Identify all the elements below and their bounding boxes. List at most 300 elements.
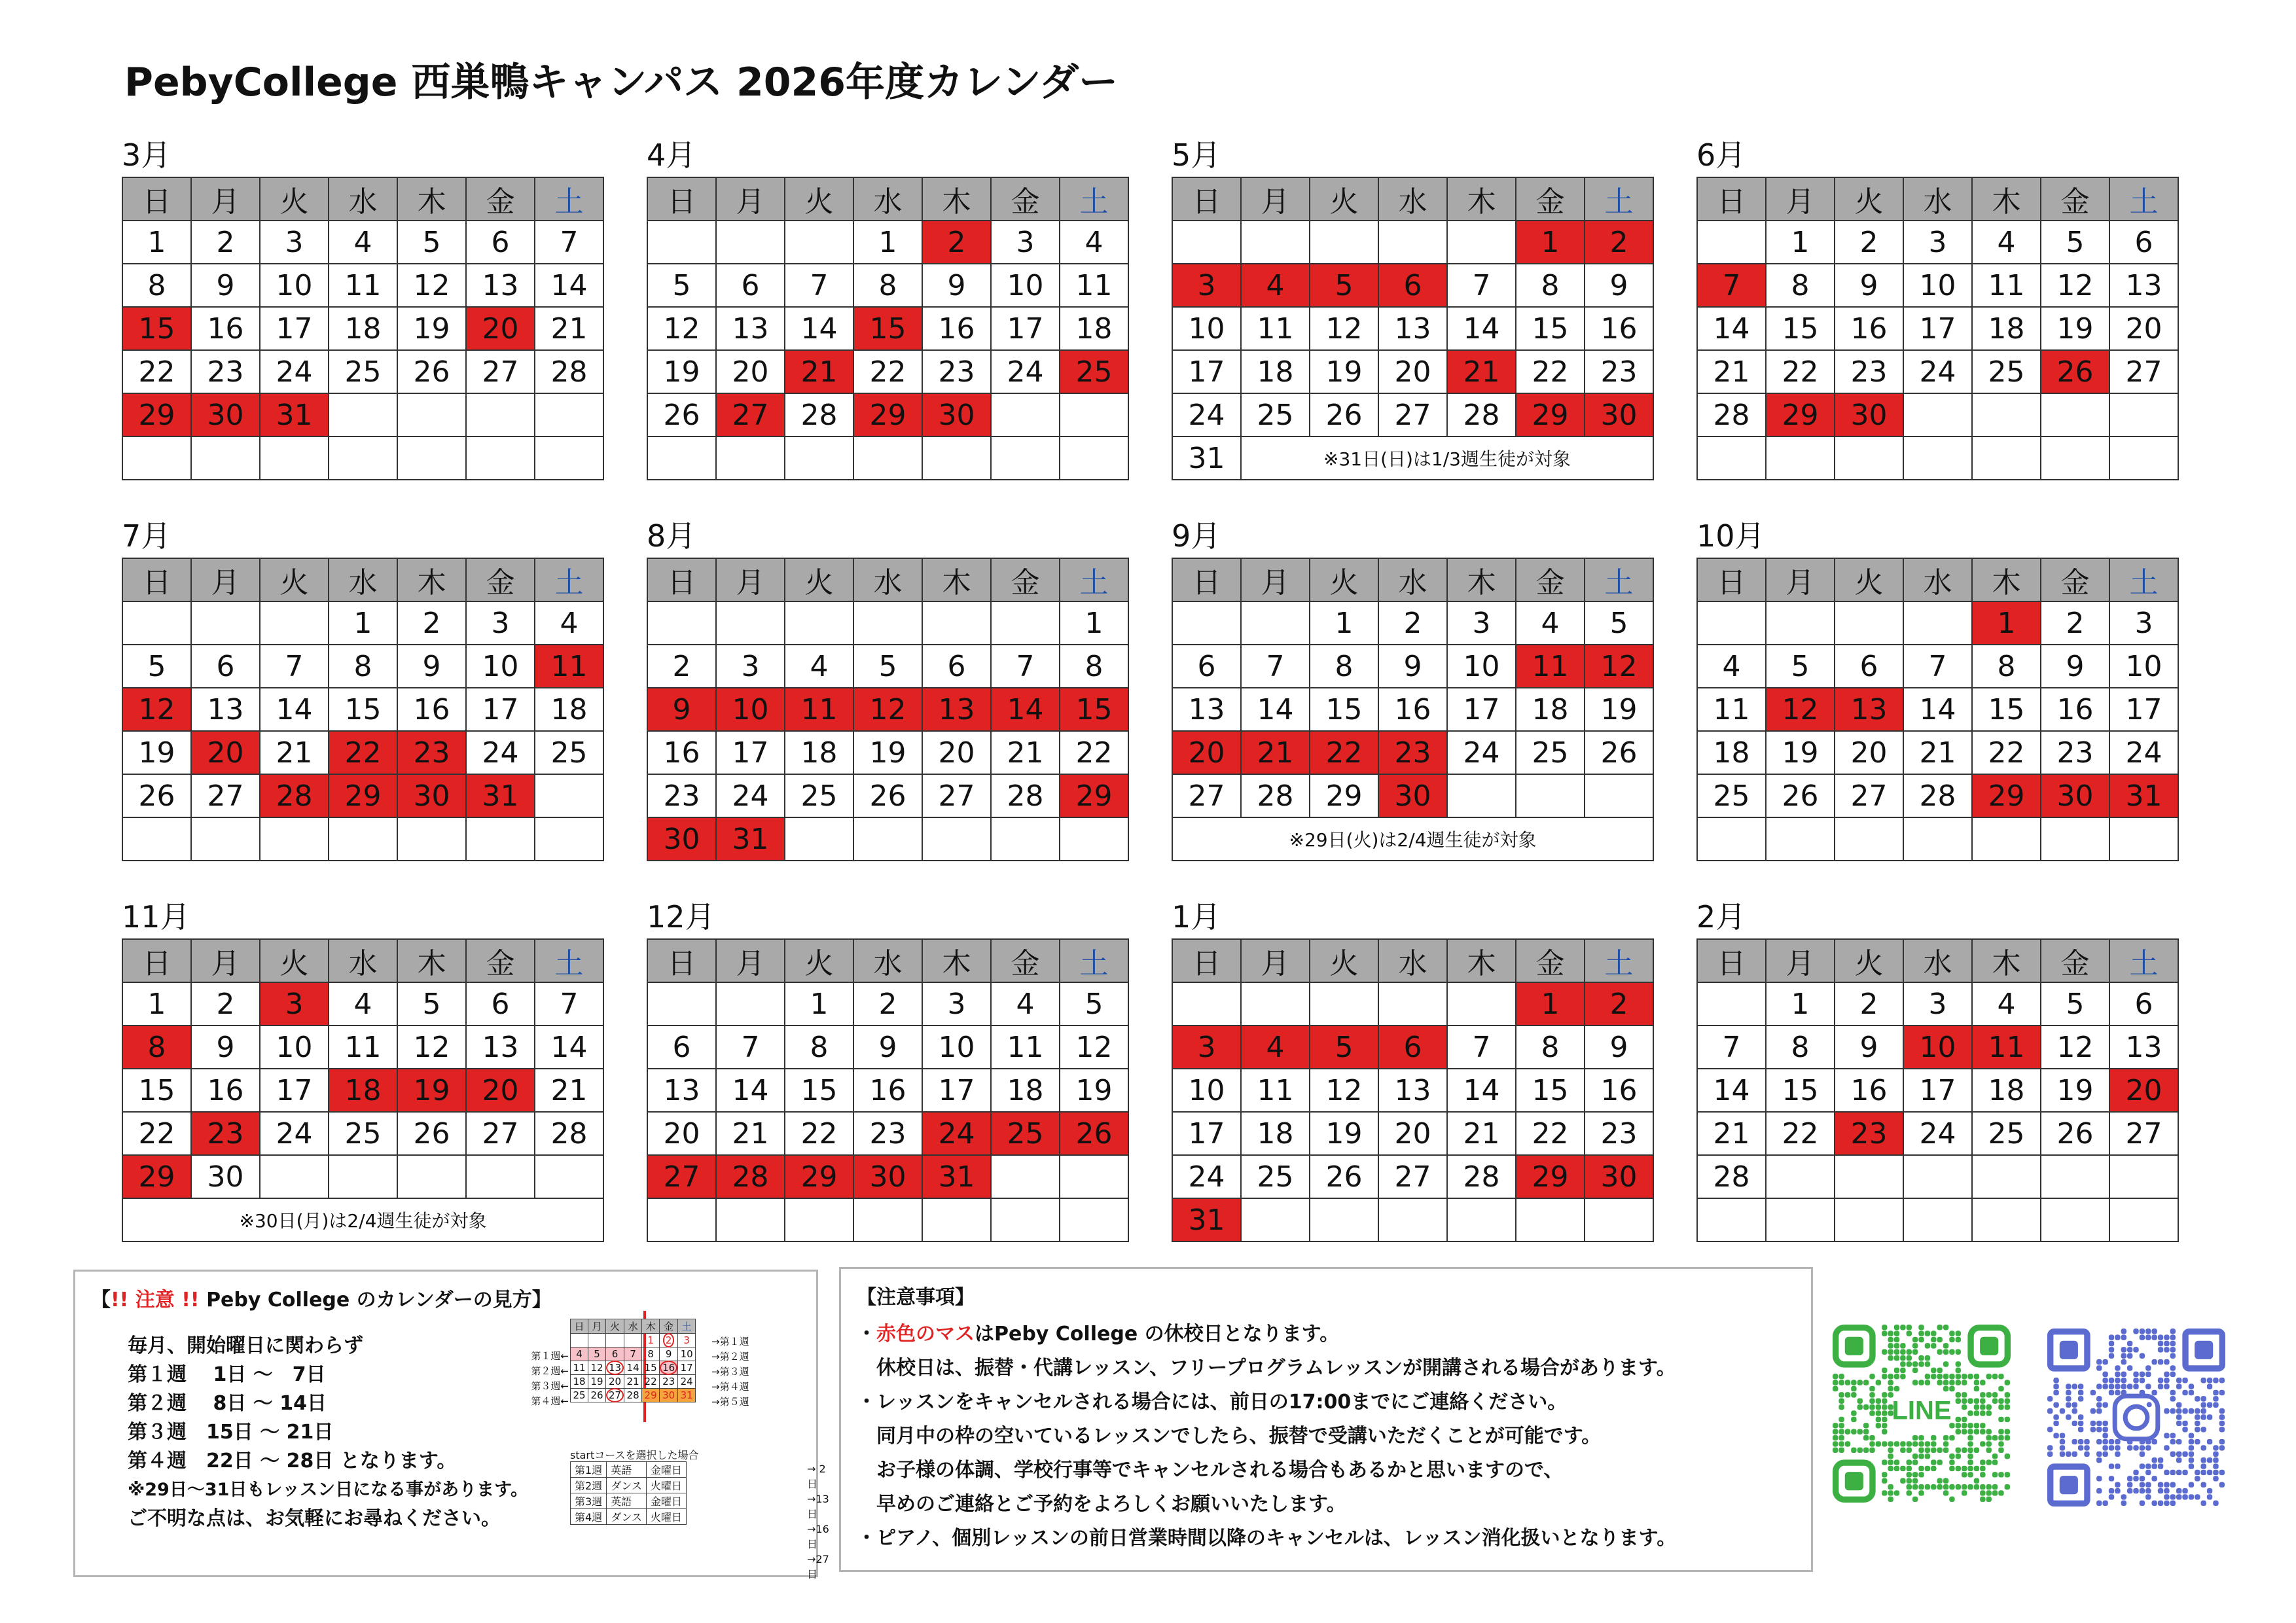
weekday-header: 水 xyxy=(853,558,922,601)
mini-weekday: 金 xyxy=(660,1319,678,1334)
day-cell: 21 xyxy=(535,1069,603,1112)
month-note: ※31日(日)は1/3週生徒が対象 xyxy=(1241,437,1653,480)
month-table xyxy=(122,177,604,480)
day-cell: 8 xyxy=(1310,645,1378,688)
day-cell: 3 xyxy=(922,982,991,1026)
day-cell: 17 xyxy=(1903,1069,1972,1112)
day-cell: 23 xyxy=(1378,731,1447,774)
weekday-header: 金 xyxy=(466,558,535,601)
mini-day-cell: 1 xyxy=(642,1334,660,1347)
notes-line: お子様の体調、学校行事等でキャンセルされる場合もあるかと思いますので、 xyxy=(857,1459,1564,1482)
notes-line: 休校日は、振替・代講レッスン、フリープログラムレッスンが開講される場合があります。 xyxy=(857,1357,1676,1380)
day-cell xyxy=(535,774,603,817)
day-cell xyxy=(1903,437,1972,480)
day-cell: 6 xyxy=(1378,1026,1447,1069)
day-cell: 30 xyxy=(191,393,260,437)
day-cell: 22 xyxy=(1516,1112,1585,1155)
day-cell: 8 xyxy=(1972,645,2041,688)
month-table xyxy=(1696,558,2179,861)
day-cell xyxy=(2109,393,2178,437)
day-cell xyxy=(1697,1198,1766,1241)
mini-left-label: 第１週← xyxy=(531,1350,569,1362)
day-cell: 16 xyxy=(1585,307,1653,350)
weekday-header: 木 xyxy=(922,177,991,221)
day-cell xyxy=(466,1155,535,1198)
day-cell: 8 xyxy=(122,1026,191,1069)
notes-text: はPeby College の休校日となります。 xyxy=(975,1323,1340,1346)
mini-day-cell: 26 xyxy=(588,1389,606,1402)
weekday-header: 木 xyxy=(397,558,466,601)
weekday-header: 水 xyxy=(329,177,397,221)
day-cell xyxy=(1766,437,1835,480)
day-cell: 17 xyxy=(1903,307,1972,350)
day-cell xyxy=(991,393,1060,437)
day-cell: 23 xyxy=(191,350,260,393)
day-cell: 30 xyxy=(397,774,466,817)
line-label: LINE xyxy=(1892,1396,1952,1425)
day-cell: 31 xyxy=(260,393,329,437)
day-cell: 25 xyxy=(1060,350,1128,393)
month-label: 1月 xyxy=(1172,899,1221,935)
day-cell: 3 xyxy=(260,221,329,264)
mini-day-cell: 21 xyxy=(624,1375,642,1389)
day-cell xyxy=(1447,774,1516,817)
day-cell xyxy=(1378,1198,1447,1241)
day-cell: 15 xyxy=(122,307,191,350)
day-cell: 29 xyxy=(1310,774,1378,817)
day-cell: 29 xyxy=(1516,1155,1585,1198)
day-cell: 8 xyxy=(1766,264,1835,307)
course-cell: 第4週 xyxy=(571,1509,607,1525)
day-cell: 29 xyxy=(1060,774,1128,817)
day-cell xyxy=(2109,817,2178,861)
mini-right-label: →第２週 xyxy=(711,1351,749,1363)
mini-day-cell: 10 xyxy=(678,1347,696,1361)
mini-day-cell: 19 xyxy=(588,1375,606,1389)
day-cell xyxy=(1241,221,1310,264)
day-cell: 26 xyxy=(647,393,716,437)
day-cell: 5 xyxy=(122,645,191,688)
day-cell: 28 xyxy=(535,350,603,393)
day-cell xyxy=(1585,1198,1653,1241)
day-cell: 22 xyxy=(1766,1112,1835,1155)
day-cell: 27 xyxy=(1378,1155,1447,1198)
day-cell: 20 xyxy=(1378,1112,1447,1155)
day-cell: 14 xyxy=(991,688,1060,731)
day-cell: 28 xyxy=(535,1112,603,1155)
day-cell xyxy=(1972,1198,2041,1241)
day-cell xyxy=(1903,1198,1972,1241)
circled-day: 2 xyxy=(663,1333,675,1347)
day-cell: 14 xyxy=(260,688,329,731)
day-cell: 30 xyxy=(1585,1155,1653,1198)
day-cell: 16 xyxy=(1378,688,1447,731)
day-cell xyxy=(2109,1155,2178,1198)
day-cell: 27 xyxy=(466,350,535,393)
day-cell xyxy=(1516,774,1585,817)
mini-day-cell: 23 xyxy=(660,1375,678,1389)
day-cell: 5 xyxy=(853,645,922,688)
day-cell: 24 xyxy=(260,1112,329,1155)
day-cell: 5 xyxy=(1310,264,1378,307)
day-cell: 5 xyxy=(1766,645,1835,688)
day-cell: 15 xyxy=(1060,688,1128,731)
day-cell: 21 xyxy=(1447,1112,1516,1155)
weekday-header: 水 xyxy=(1903,939,1972,982)
day-cell: 12 xyxy=(122,688,191,731)
contact-line: ご不明な点は、お気軽にお尋ねください。 xyxy=(128,1507,501,1530)
day-cell xyxy=(1903,393,1972,437)
weekday-header: 金 xyxy=(2041,558,2109,601)
mini-weekday: 水 xyxy=(624,1319,642,1334)
day-cell: 7 xyxy=(535,982,603,1026)
month-label: 7月 xyxy=(122,518,171,554)
day-cell: 1 xyxy=(785,982,853,1026)
weekday-header: 土 xyxy=(1060,177,1128,221)
day-cell: 26 xyxy=(1310,1155,1378,1198)
weekday-header: 金 xyxy=(1516,939,1585,982)
day-cell: 15 xyxy=(1972,688,2041,731)
day-cell xyxy=(991,601,1060,645)
weekday-header: 日 xyxy=(1697,939,1766,982)
weekday-header: 土 xyxy=(1585,558,1653,601)
day-cell: 18 xyxy=(329,1069,397,1112)
day-cell: 27 xyxy=(1172,774,1241,817)
day-cell: 26 xyxy=(397,1112,466,1155)
day-cell: 21 xyxy=(1241,731,1310,774)
day-cell: 25 xyxy=(329,1112,397,1155)
mini-day-cell xyxy=(571,1334,588,1347)
qr-finder-pattern xyxy=(1836,1463,1873,1499)
mini-day-cell: 30 xyxy=(660,1389,678,1402)
day-cell: 10 xyxy=(1172,307,1241,350)
mini-day-cell: 20 xyxy=(606,1375,624,1389)
day-cell: 11 xyxy=(785,688,853,731)
day-cell: 11 xyxy=(535,645,603,688)
mini-day-cell: 9 xyxy=(660,1347,678,1361)
month-table xyxy=(1696,938,2179,1242)
day-cell: 24 xyxy=(2109,731,2178,774)
day-cell: 24 xyxy=(716,774,785,817)
day-cell xyxy=(1310,221,1378,264)
day-cell xyxy=(1835,437,1903,480)
day-cell xyxy=(1835,1155,1903,1198)
day-cell: 1 xyxy=(1516,982,1585,1026)
day-cell: 8 xyxy=(122,264,191,307)
day-cell: 23 xyxy=(1835,350,1903,393)
day-cell: 17 xyxy=(991,307,1060,350)
day-cell xyxy=(260,1155,329,1198)
day-cell: 27 xyxy=(1378,393,1447,437)
mini-day-cell: 8 xyxy=(642,1347,660,1361)
month-label: 5月 xyxy=(1172,137,1221,173)
weekday-header: 金 xyxy=(991,558,1060,601)
day-cell xyxy=(122,437,191,480)
weekday-header: 土 xyxy=(1585,177,1653,221)
day-cell: 25 xyxy=(535,731,603,774)
day-cell: 9 xyxy=(191,1026,260,1069)
weekday-header: 木 xyxy=(922,558,991,601)
day-cell: 30 xyxy=(1835,393,1903,437)
weekday-header: 火 xyxy=(785,558,853,601)
weekday-header: 水 xyxy=(329,558,397,601)
course-result: → 2日 xyxy=(807,1463,826,1490)
course-cell: 火曜日 xyxy=(646,1509,686,1525)
day-cell: 3 xyxy=(260,982,329,1026)
course-result: →13日 xyxy=(807,1493,829,1520)
day-cell: 23 xyxy=(191,1112,260,1155)
day-cell: 8 xyxy=(785,1026,853,1069)
mini-day-cell: 28 xyxy=(624,1389,642,1402)
day-cell xyxy=(329,1155,397,1198)
day-cell xyxy=(1835,1198,1903,1241)
day-cell: 9 xyxy=(922,264,991,307)
day-cell: 10 xyxy=(1903,1026,1972,1069)
day-cell xyxy=(716,601,785,645)
weekday-header: 水 xyxy=(1903,558,1972,601)
day-cell: 16 xyxy=(397,688,466,731)
day-cell: 13 xyxy=(1378,307,1447,350)
mini-day-cell: 24 xyxy=(678,1375,696,1389)
day-cell: 29 xyxy=(122,1155,191,1198)
day-cell: 26 xyxy=(1060,1112,1128,1155)
day-cell: 10 xyxy=(716,688,785,731)
weekday-header: 日 xyxy=(1172,939,1241,982)
mini-day-cell: 22 xyxy=(642,1375,660,1389)
day-cell: 22 xyxy=(329,731,397,774)
month-table xyxy=(647,938,1129,1242)
day-cell xyxy=(1172,221,1241,264)
weekday-header: 金 xyxy=(991,939,1060,982)
notes-line: 同月中の枠の空いているレッスンでしたら、振替で受講いただくことが可能です。 xyxy=(857,1425,1602,1448)
mini-day-cell xyxy=(606,1334,624,1347)
day-cell: 19 xyxy=(2041,307,2109,350)
day-cell: 24 xyxy=(466,731,535,774)
day-cell: 28 xyxy=(1697,1155,1766,1198)
day-cell: 29 xyxy=(1766,393,1835,437)
day-cell xyxy=(1060,1155,1128,1198)
day-cell: 25 xyxy=(785,774,853,817)
day-cell: 15 xyxy=(785,1069,853,1112)
day-cell xyxy=(397,393,466,437)
day-cell xyxy=(191,437,260,480)
weekday-header: 火 xyxy=(260,558,329,601)
day-cell: 20 xyxy=(647,1112,716,1155)
day-cell: 4 xyxy=(1972,982,2041,1026)
page-title: PebyCollege 西巣鴨キャンパス 2026年度カレンダー xyxy=(124,60,1119,105)
weekday-header: 木 xyxy=(397,939,466,982)
day-cell: 27 xyxy=(1835,774,1903,817)
day-cell: 22 xyxy=(1972,731,2041,774)
course-cell: 英語 xyxy=(607,1493,647,1509)
day-cell: 18 xyxy=(1241,1112,1310,1155)
day-cell: 16 xyxy=(922,307,991,350)
day-cell: 9 xyxy=(2041,645,2109,688)
day-cell: 19 xyxy=(1310,1112,1378,1155)
day-cell: 3 xyxy=(1903,221,1972,264)
day-cell xyxy=(1766,601,1835,645)
day-cell xyxy=(785,1198,853,1241)
day-cell: 24 xyxy=(991,350,1060,393)
day-cell: 7 xyxy=(1697,1026,1766,1069)
day-cell: 16 xyxy=(1835,307,1903,350)
day-cell xyxy=(1060,393,1128,437)
day-cell: 29 xyxy=(122,393,191,437)
day-cell xyxy=(2041,437,2109,480)
day-cell xyxy=(1697,817,1766,861)
weekday-header: 木 xyxy=(1972,177,2041,221)
month-label: 4月 xyxy=(647,137,696,173)
weekday-header: 土 xyxy=(2109,177,2178,221)
month-label: 10月 xyxy=(1696,518,1765,554)
mini-left-labels xyxy=(506,1349,569,1409)
course-cell: 第2週 xyxy=(571,1478,607,1493)
day-cell: 23 xyxy=(1835,1112,1903,1155)
day-cell: 30 xyxy=(853,1155,922,1198)
day-cell: 21 xyxy=(1697,1112,1766,1155)
day-cell: 10 xyxy=(1172,1069,1241,1112)
day-cell: 29 xyxy=(1972,774,2041,817)
day-cell: 7 xyxy=(1447,1026,1516,1069)
day-cell: 5 xyxy=(1060,982,1128,1026)
day-cell: 3 xyxy=(1447,601,1516,645)
day-cell: 20 xyxy=(716,350,785,393)
mini-day-cell: 18 xyxy=(571,1375,588,1389)
day-cell: 11 xyxy=(1972,1026,2041,1069)
day-cell: 26 xyxy=(2041,350,2109,393)
weekday-header: 金 xyxy=(2041,177,2109,221)
weekday-header: 火 xyxy=(1310,558,1378,601)
day-cell xyxy=(2109,437,2178,480)
weekday-header: 火 xyxy=(785,939,853,982)
instagram-icon xyxy=(2115,1396,2158,1439)
mini-right-label: →第５週 xyxy=(711,1396,749,1408)
notes-emphasis: 赤色のマス xyxy=(876,1323,975,1346)
day-cell: 21 xyxy=(1903,731,1972,774)
weekday-header: 月 xyxy=(1241,177,1310,221)
day-cell: 19 xyxy=(2041,1069,2109,1112)
notes-bullet: ・ xyxy=(857,1323,876,1346)
day-cell xyxy=(191,817,260,861)
howto-title-text: Peby College のカレンダーの見方】 xyxy=(199,1289,552,1311)
day-cell: 18 xyxy=(991,1069,1060,1112)
day-cell: 11 xyxy=(1241,1069,1310,1112)
course-cell: 金曜日 xyxy=(646,1462,686,1478)
day-cell: 14 xyxy=(535,1026,603,1069)
weekday-header: 火 xyxy=(260,177,329,221)
day-cell: 13 xyxy=(466,264,535,307)
month-label: 8月 xyxy=(647,518,696,554)
day-cell xyxy=(1835,817,1903,861)
course-cell: 金曜日 xyxy=(646,1493,686,1509)
day-cell: 15 xyxy=(1516,1069,1585,1112)
day-cell: 30 xyxy=(922,393,991,437)
day-cell: 12 xyxy=(1585,645,1653,688)
notes-title: 【注意事項】 xyxy=(857,1286,975,1309)
day-cell xyxy=(329,437,397,480)
day-cell xyxy=(260,437,329,480)
day-cell: 6 xyxy=(922,645,991,688)
course-table xyxy=(570,1461,687,1525)
mini-day-cell: 14 xyxy=(624,1361,642,1375)
day-cell: 5 xyxy=(647,264,716,307)
day-cell: 26 xyxy=(2041,1112,2109,1155)
day-cell: 2 xyxy=(2041,601,2109,645)
line-qr-code[interactable] xyxy=(1833,1325,2011,1503)
day-cell: 13 xyxy=(466,1026,535,1069)
day-cell: 31 xyxy=(2109,774,2178,817)
day-cell: 14 xyxy=(535,264,603,307)
instagram-qr-code[interactable] xyxy=(2047,1329,2225,1507)
day-cell: 28 xyxy=(1447,1155,1516,1198)
mini-day-cell: 3 xyxy=(678,1334,696,1347)
day-cell xyxy=(122,601,191,645)
month-table xyxy=(1696,177,2179,480)
day-cell: 20 xyxy=(1378,350,1447,393)
day-cell xyxy=(1447,221,1516,264)
day-cell: 19 xyxy=(1060,1069,1128,1112)
weekday-header: 月 xyxy=(1766,558,1835,601)
weekday-header: 火 xyxy=(785,177,853,221)
day-cell: 12 xyxy=(1766,688,1835,731)
day-cell: 3 xyxy=(466,601,535,645)
mini-right-label: →第３週 xyxy=(711,1366,749,1378)
weekday-header: 土 xyxy=(535,558,603,601)
weekday-header: 水 xyxy=(1378,177,1447,221)
day-cell: 15 xyxy=(1766,1069,1835,1112)
month-calendar xyxy=(647,137,1122,480)
day-cell: 9 xyxy=(1585,1026,1653,1069)
day-cell xyxy=(1697,437,1766,480)
day-cell: 21 xyxy=(1447,350,1516,393)
day-cell: 1 xyxy=(1766,221,1835,264)
month-calendar xyxy=(1696,137,2172,480)
month-calendar xyxy=(1172,899,1647,1242)
weekday-header: 水 xyxy=(1378,558,1447,601)
day-cell: 1 xyxy=(329,601,397,645)
day-cell xyxy=(2041,1155,2109,1198)
day-cell: 6 xyxy=(466,982,535,1026)
day-cell xyxy=(785,221,853,264)
day-cell: 13 xyxy=(716,307,785,350)
week-note: ※29日～31日もレッスン日になる事があります。 xyxy=(128,1480,528,1500)
day-cell xyxy=(853,1198,922,1241)
day-cell: 16 xyxy=(1585,1069,1653,1112)
day-cell xyxy=(1697,982,1766,1026)
weekday-header: 金 xyxy=(2041,939,2109,982)
day-cell: 9 xyxy=(191,264,260,307)
day-cell: 19 xyxy=(1585,688,1653,731)
day-cell: 5 xyxy=(2041,221,2109,264)
weekday-header: 金 xyxy=(1516,558,1585,601)
weekday-header: 日 xyxy=(1172,177,1241,221)
day-cell xyxy=(1172,601,1241,645)
course-cell: ダンス xyxy=(607,1509,647,1525)
day-cell: 18 xyxy=(1972,307,2041,350)
day-cell: 18 xyxy=(1516,688,1585,731)
day-cell: 26 xyxy=(1310,393,1378,437)
day-cell: 23 xyxy=(397,731,466,774)
day-cell xyxy=(922,1198,991,1241)
month-label: 12月 xyxy=(647,899,715,935)
day-cell: 1 xyxy=(853,221,922,264)
day-cell xyxy=(716,437,785,480)
day-cell: 14 xyxy=(1241,688,1310,731)
day-cell: 8 xyxy=(1060,645,1128,688)
day-cell: 16 xyxy=(191,1069,260,1112)
day-cell: 18 xyxy=(1060,307,1128,350)
mini-weekday: 土 xyxy=(678,1319,696,1334)
